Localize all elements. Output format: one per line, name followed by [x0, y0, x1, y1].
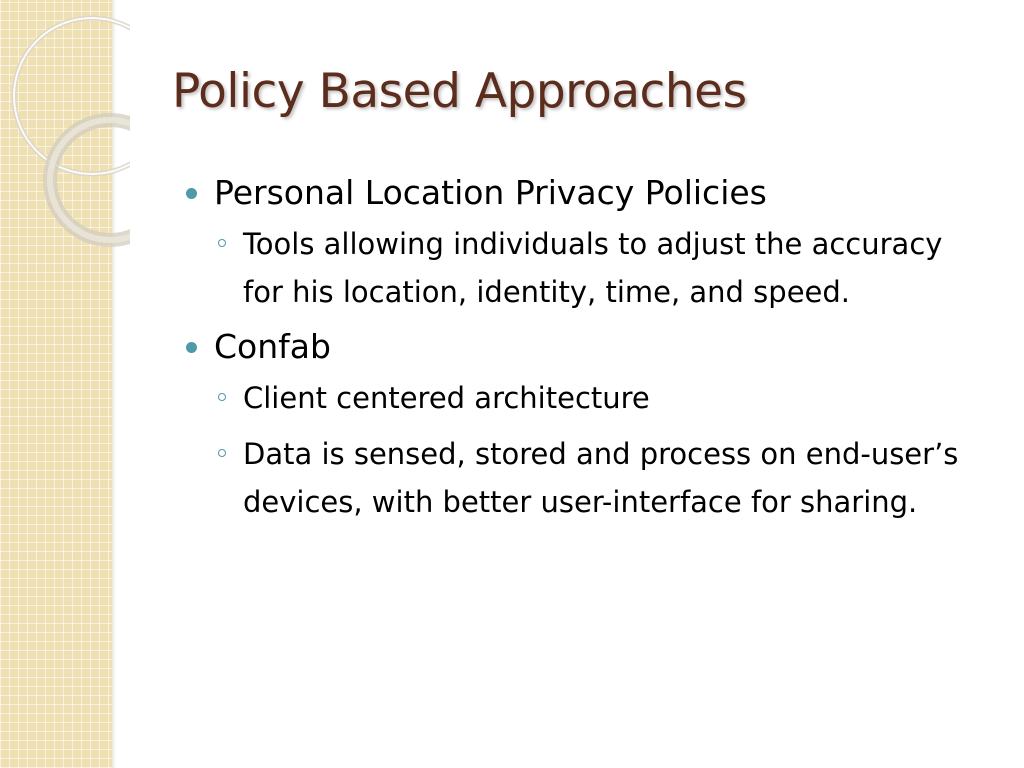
bullet-text: Confab	[214, 327, 331, 366]
sub-bullet-text: Data is sensed, stored and process on end-user’s devices, with better user-interface for sharing.	[243, 437, 959, 519]
sub-bullet-text: Tools allowing individuals to adjust the accuracy for his location, identity, time, and speed.	[243, 227, 943, 309]
bullet-dot-icon	[186, 342, 197, 353]
sub-bullet-item	[180, 374, 980, 422]
bullet-item	[180, 324, 980, 370]
sub-bullet-circle-icon	[218, 239, 226, 247]
bullet-text: Personal Location Privacy Policies	[214, 173, 767, 212]
bullet-item	[180, 170, 980, 216]
sub-bullet-item	[180, 220, 980, 316]
slide-title: Policy Based Approaches	[172, 64, 747, 119]
slide-content	[180, 170, 980, 526]
decorative-ring-large	[14, 18, 130, 174]
sub-bullet-text: Client centered architecture	[243, 381, 650, 415]
sub-bullet-circle-icon	[218, 393, 226, 401]
sub-bullet-circle-icon	[218, 449, 226, 457]
decorative-rings	[0, 0, 130, 260]
decorative-ring-thick	[50, 120, 130, 240]
bullet-dot-icon	[186, 188, 197, 199]
sub-bullet-item	[180, 430, 980, 526]
decorative-ring-large-highlight	[14, 18, 130, 174]
